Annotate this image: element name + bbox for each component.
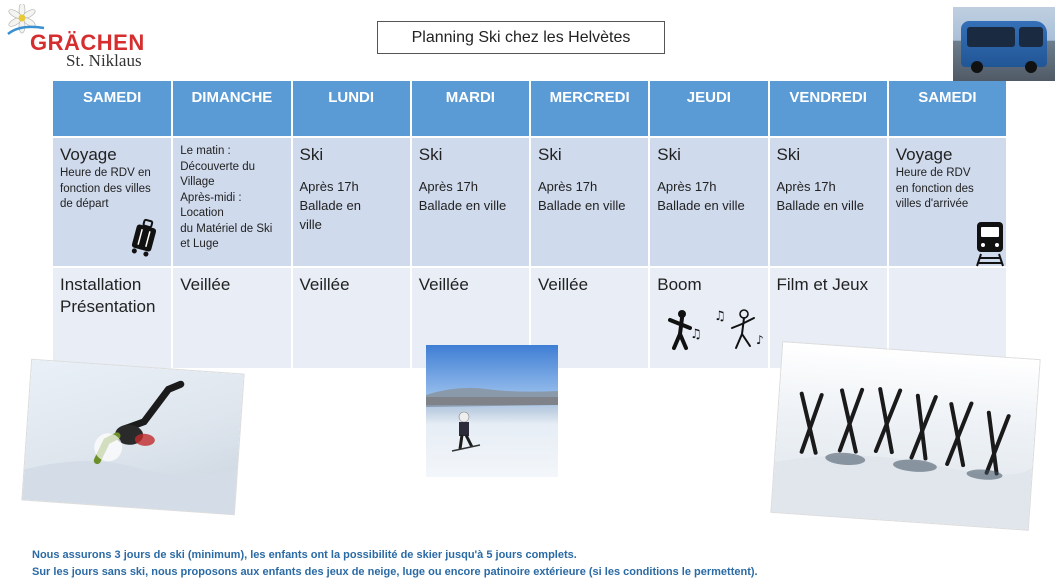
young-skier-photo [426,345,558,477]
activity-detail: Heure de RDV [895,167,971,180]
activity-detail: du Matériel de Ski [180,222,273,235]
evening-activity: Film et Jeux [776,275,869,294]
activity-detail: Ballade en ville [418,197,507,213]
header-row [53,81,1007,137]
evening-activity: Veillée [180,275,231,294]
day-header: MARDI [411,81,530,137]
evening-activity: Veillée [418,275,469,294]
activity-title: Voyage [895,145,953,164]
skier-fall-photo [22,360,243,514]
activity-title: Voyage [60,145,117,164]
activity-detail: Le matin : [180,145,231,157]
activity-title: Ski [776,145,801,164]
bus-photo [953,7,1055,81]
cell-mercredi-day [530,137,649,267]
cell-samedi-evening [53,267,172,369]
day-header: SAMEDI [888,81,1007,137]
activity-detail: Après 17h [299,179,359,195]
evening-activity: Veillée [538,275,589,294]
footnote-ski-days: Nous assurons 3 jours de ski (minimum), les enfants ont la possibilité de skier jusqu'à 5 jours complets. [32,549,577,561]
day-header: JEUDI [649,81,768,137]
grachen-logo [6,4,176,70]
activity-title: Ski [657,145,681,164]
day-header: SAMEDI [53,81,172,137]
activity-detail: fonction des villes [60,182,151,195]
activity-detail: Village [180,176,215,189]
cell-samedi-day [53,137,172,267]
activity-detail: Ballade en [299,197,361,213]
cell-lundi-evening [292,267,411,369]
cell-jeudi-evening [649,267,768,369]
day-activities-row [53,137,1007,267]
activity-detail: en fonction des [895,182,974,195]
activity-detail: Après 17h [776,179,836,195]
activity-detail: Ballade en ville [538,197,626,213]
dancer-icon [664,304,774,360]
evening-activity: Installation [60,275,142,294]
day-header: VENDREDI [769,81,888,137]
skis-in-snow-photo [771,342,1039,530]
cell-dimanche-day [172,137,291,267]
cell-lundi-day [292,137,411,267]
day-header: LUNDI [292,81,411,137]
svg-text:♪: ♪ [756,333,764,347]
cell-mardi-day [411,137,530,267]
activity-detail: de départ [60,198,109,211]
train-icon [973,220,1007,268]
activity-detail: Découverte du [180,160,256,173]
cell-dimanche-evening [172,267,291,369]
activity-detail: ville [299,216,322,232]
activity-title: Ski [538,145,562,164]
evening-activity: Présentation [60,297,156,317]
activity-detail: villes d'arrivée [895,198,969,211]
activity-title: Ski [418,145,443,164]
activity-title: Ski [299,145,324,164]
page-title: Planning Ski chez les Helvètes [377,21,665,54]
cell-samedi-return-day [888,137,1007,267]
activity-detail: Location [180,207,224,220]
activity-detail: Ballade en ville [776,197,864,213]
day-header: MERCREDI [530,81,649,137]
music-notes-icon [690,309,764,347]
day-header: DIMANCHE [172,81,291,137]
cell-jeudi-day [649,137,768,267]
activity-detail: et Luge [180,238,219,251]
activity-detail: Après-midi : [180,191,242,204]
schedule-table [53,81,1008,370]
logo-sub-text: St. Niklaus [66,51,142,70]
svg-text:♫: ♫ [714,309,726,324]
footnote-non-ski-days: Sur les jours sans ski, nous proposons aux enfants des jeux de neige, luge ou encore patinoire extérieure (si les conditions le permettent). [32,566,758,578]
activity-detail: Ballade en ville [657,197,745,213]
evening-activity: Veillée [299,275,350,294]
cell-vendredi-day [769,137,888,267]
activity-detail: Après 17h [538,179,598,195]
activity-detail: Après 17h [657,179,717,195]
svg-text:♫: ♫ [690,327,702,342]
luggage-icon [129,218,159,258]
activity-detail: Après 17h [418,179,479,195]
logo-main-text: GRÄCHEN [30,30,145,55]
evening-activity: Boom [657,275,702,294]
activity-detail: Heure de RDV en [60,167,151,180]
